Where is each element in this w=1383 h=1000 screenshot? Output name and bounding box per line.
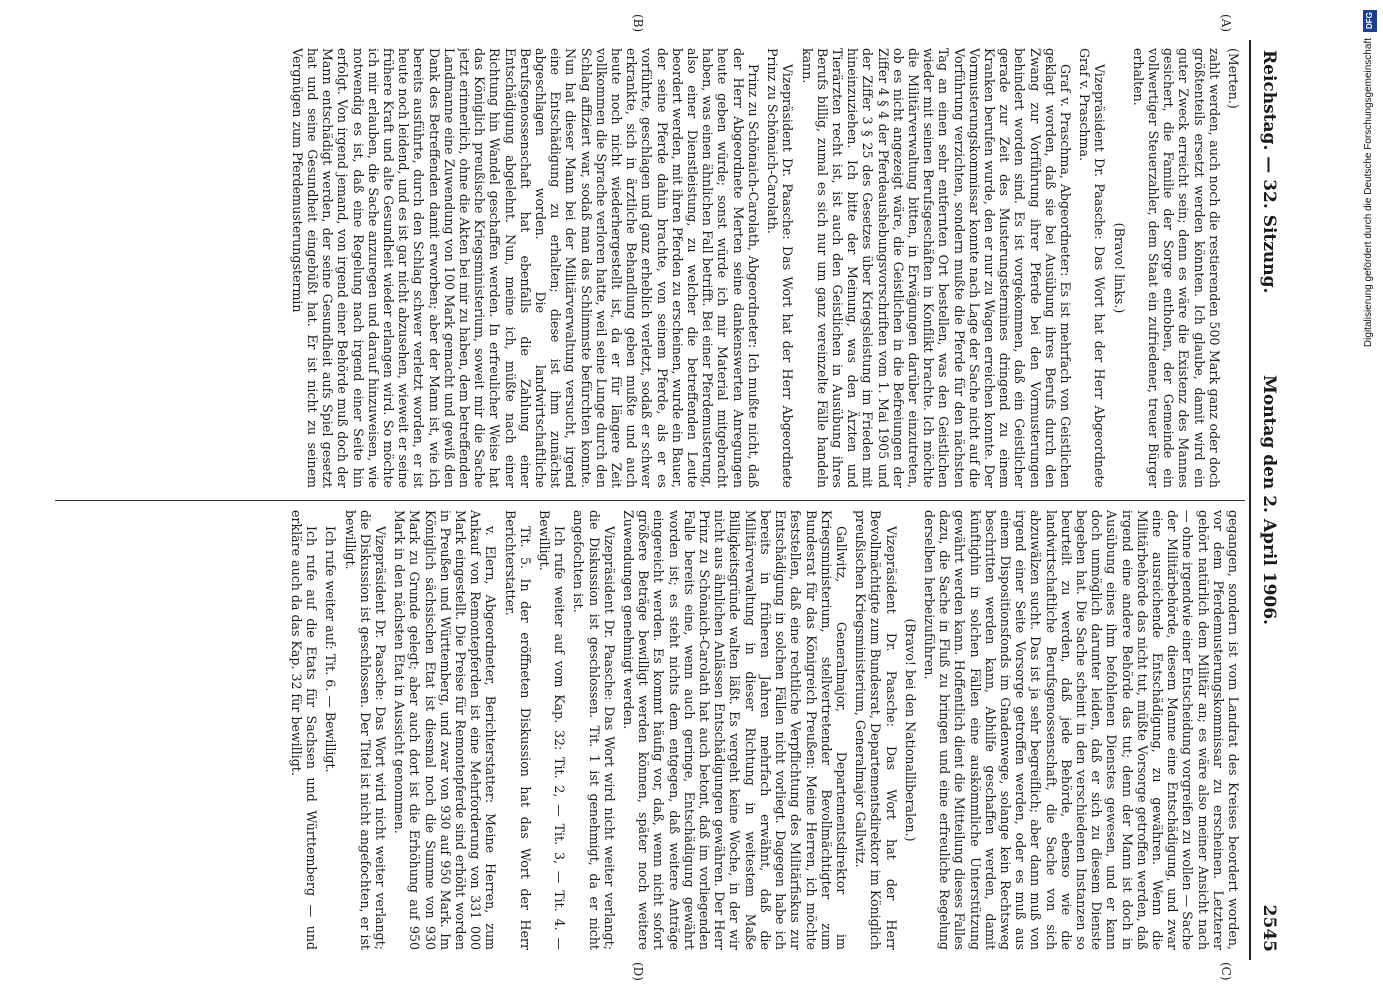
margin-mark-d: (D): [631, 962, 645, 981]
column2-paragraph: Vizepräsident Dr. Paasche: Das Wort wird nicht weiter verlangt; die Diskussion ist geschlossen. Der Titel ist nicht angefochten, er ist bewilligt.: [342, 510, 389, 950]
watermark-text: Digitalisierung gefördert durch die Deutsche Forschungsgemeinschaft: [1363, 38, 1374, 348]
column2-paragraph: (Bravo! bei den Nationalliberalen.): [902, 618, 918, 842]
column1-paragraph: zahlt werden, auch noch die restierenden 500 Mark ganz oder doch größtenteils ersetzt werden könnten. Ich glaube, damit wird ein guter Zweck erreicht sein; denn es wäre die Existenz des Mannes gesichert, die Familie der Sorge enthoben, der Gemeinde ein vollwertiger Steuerzahler, dem Staat ein zufriedener, treuer Bürger erhalten.: [1130, 48, 1222, 488]
margin-mark-c: (C): [1219, 962, 1233, 981]
column2-paragraph: Ich rufe weiter auf: Tit. 6. — Bewilligt.: [323, 526, 339, 773]
column2-paragraph: gegangen, sondern ist vom Landrat des Kreises beordert worden, vor dem Pferdemusterungskommissar zu erscheinen. Letzterer gehört natürlich dem Militär an; es wäre also meiner Ansicht nach — ohne irgendwie einer Entscheidung vorgreifen zu wollen — Sache der Militärbehörde, diesem Manne eine Entschädigung, und zwar eine ausreichende Entschädigung, zu gewähren. Wenn die Militärbehörde das nicht tut, müßte Vorsorge getroffen werden, daß irgend eine andere Behörde das tut; denn der Mann ist doch in Ausübung eines ihm befohlenen Dienstes gewesen, und er kann doch unmöglich darunter leiden, daß er sich zu diesem Dienste begeben hat. Die Sache scheint in den verschiedenen Instanzen so beurteilt zu werden, daß jede Behörde, ebenso wie die landwirtschaftliche Berufsgenossenschaft, die Sache von sich abzuwälzen sucht. Das ist ja sehr begreiflich; aber dann muß von irgend einer Seite Vorsorge getroffen werden, oder es muß aus einem Dispositionsfonds im Gnadenwege, solange kein Rechtsweg beschritten werden kann, Abhilfe geschaffen werden, damit künftighin in solchen Fällen eine auskömmliche Unterstützung gewährt werden kann. Hoffentlich dient die Mitteilung dieses Falles dazu, die Sache in Fluß zu bringen und eine erfreuliche Regelung derselben herbeizuführen.: [921, 510, 1241, 950]
column2-paragraph: v. Elern, Abgeordneter, Berichterstatter: Meine Herren, zum Ankauf von Remontepferden ist eine Mehrforderung von 331 000 Mark eingestellt. Die Preise für Remontepferde sind erhöht worden in Preußen und Württemberg, und zwar von 930 auf 950 Mark. Im Königlich sächsischen Etat ist diesmal noch die Summe von 930 Mark zu Grunde gelegt; aber auch dort ist die Erhöhung auf 950 Mark in den nächsten Etat in Aussicht genommen.: [392, 510, 499, 950]
column1-paragraph: (Bravo! links.): [1111, 222, 1127, 314]
header-session: Reichstag. — 32. Sitzung.: [1259, 50, 1279, 294]
header-page-number: 2545: [1259, 904, 1279, 952]
column1-paragraph: Vizepräsident Dr. Paasche: Das Wort hat der Herr Abgeordnete Prinz zu Schönaich-Carolath.: [765, 48, 796, 488]
column1-paragraph: Vizepräsident Dr. Paasche: Das Wort hat der Herr Abgeordnete Graf v. Praschma.: [1077, 48, 1108, 488]
column1-paragraph: Prinz zu Schönaich-Carolath, Abgeordneter: Ich mußte nicht, daß der Herr Abgeordnete Merten seine dankenswerten Anregungen heute geben würde; sonst würde ich mir Material mitgebracht haben, was einen ähnlichen Fall betrifft. Bei einer Pferdemusterung, also einer Dienstleistung, zu welcher die betreffenden Leute beordert werden, mit ihren Pferden zu erscheinen, wurde ein Bauer, der seine Pferde dahin brachte, von seinem Pferde, als er es vorführte, geschlagen und ganz erheblich verletzt, sodaß er schwer erkrankte, sich in ärztliche Behandlung geben mußte und auch heute noch nicht wiederhergestellt ist, da er für längere Zeit vollkommen die Sprache verloren hatte, weil seine Lunge durch den Schlag affiziert war, sodaß man das Schlimmste befürchten konnte. Nun hat dieser Mann bei der Militärverwaltung versucht, irgend eine Entschädigung zu erhalten; diese ist ihm zunächst abgeschlagen worden. Die landwirtschaftliche Berufsgenossenschaft hat ebenfalls die Zahlung einer Entschädigung abgelehnt. Nun, meine ich, müßte nach einer Richtung hin Wandel geschaffen werden. In erfreulicher Weise hat das Königlich preußische Kriegsministerium, soweit mir die Sache jetzt erinnerlich, ohne die Akten bei mir zu haben, dem betreffenden Landmanne eine Zuwendung von 100 Mark gemacht und gewiß den Dank des Betreffenden damit erworben; aber der Mann ist, wie ich bereits ausführte, durch den Schlag schwer verletzt worden, er ist heute noch leidend, und es ist gar nicht abzusehen, wieweit er seine frühere Kraft und alte Gesundheit wieder erlangen wird. So möchte ich mir erlauben, die Sache anzuregen und darauf hinzuweisen, wie notwendig es ist, daß eine Regelung nach irgend einer Seite hin erfolgt. Von irgend jemand, von irgend einer Behörde muß doch der Mann entschädigt werden, der seine Gesundheit aufs Spiel gesetzt hat und seine Gesundheit eingebüßt hat. Er ist nicht zu seinem Vergnügen zum Pferdemusterungstermin: [289, 48, 761, 488]
column2-paragraph: Tit. 5. In der eröffneten Diskussion hat das Wort der Herr Berichterstatter.: [502, 510, 533, 950]
column2-paragraph: Gallwitz, Generalmajor, Departementsdirektor im Kriegsministerium, stellvertretender Bevollmächtigter zum Bundesrat für das Königreich Preußen: Meine Herren, ich möchte feststellen, daß eine rechtliche Verpflichtung des Militärfiskus zur Entschädigung in solchen Fällen nicht vorliegt. Dagegen habe ich bereits in früheren Jahren mehrfach erwähnt, daß die Militärverwaltung in dieser Richtung in weitestem Maße Billigkeitsgründe walten läßt. Es vergeht keine Woche, in der wir nicht aus ähnlichen Anlässen Entschädigungen gewähren. Der Herr Prinz zu Schönaich-Carolath hat auch betont, daß im vorliegenden Falle bereits eine, wenn auch geringe, Entschädigung gewährt worden ist; es steht nichts dem entgegen, daß weitere Anträge eingereicht werden. Es kommt häufig vor, daß, wenn nicht sofort größere Beträge bewilligt werden können, später noch weitere Zuwendungen genehmigt werden.: [621, 510, 849, 950]
column1-paragraph: (Merten.): [1226, 48, 1241, 109]
column2-paragraph: Ich rufe weiter auf vom Kap. 32: Tit. 2, — Tit. 3, — Tit. 4. — Bewilligt.: [537, 510, 568, 950]
digitization-watermark: [1363, 10, 1377, 990]
document-page: [45, 14, 1285, 981]
column2-paragraph: Vizepräsident Dr. Paasche: Das Wort hat der Herr Bevollmächtigte zum Bundesrat, Departementsdirektor im Königlich preußischen Kriegsministerium, Generalmajor Gallwitz.: [853, 510, 899, 950]
header-date: Montag den 2. April 1906.: [1259, 375, 1279, 625]
text-column-right: [61, 510, 1241, 950]
page-header: [1249, 40, 1285, 960]
text-column-left: [61, 48, 1241, 488]
margin-mark-b: (B): [631, 14, 645, 33]
column2-paragraph: Ich rufe auf die Etats für Sachsen und Württemberg — und erkläre auch da das Kap. 32 für bewilligt.: [289, 510, 320, 950]
margin-mark-a: (A): [1219, 14, 1233, 33]
column1-paragraph: Graf v. Praschma, Abgeordneter: Es ist mehrfach von Geistlichen geklagt worden, daß sie bei Ausübung ihres Berufs durch den Zwang zur Vorführung ihrer Pferde bei den Vormusterungen behindert worden sind. Es ist vorgekommen, daß ein Geistlicher gerade zur Zeit des Musterungstermines dringend zu einem Kranken berufen wurde, den er nur zu Wagen erreichen konnte. Der Vormusterungskommissar konnte nach Lage der Sache nicht auf die Vorführung verzichten, sondern mußte die Pferde für den nächsten Tag an einen sehr entfernten Ort bestellen, was den Geistlichen wieder mit seinen Berufsgeschäften in Konflikt brachte. Ich möchte die Militärverwaltung bitten, in Erwägungen darüber einzutreten, ob es nicht angezeigt wäre, die Geistlichen in die Befreiungen der Ziffer 4 § 4 der Pferdeaushebungsvorschriften vom 1. Mai 1905 und der Ziffer 3 § 25 des Gesetzes über Kriegsleistung im Frieden mit hineinzuziehen. Ich bitte der Meinung, was den Ärzten und Tierärzten recht ist, ist auch den Geistlichen in Ausübung ihres Berufs billig, zumal es sich nur um ganz vereinzelte Fälle handeln kann.: [799, 48, 1073, 488]
column-divider: [55, 500, 1245, 501]
dfg-logo: DFG: [1363, 10, 1377, 32]
column2-paragraph: Vizepräsident Dr. Paasche: Das Wort wird nicht weiter verlangt; die Diskussion ist geschlossen. Tit. 1 ist genehmigt, da er nicht angefochten ist.: [571, 510, 617, 950]
